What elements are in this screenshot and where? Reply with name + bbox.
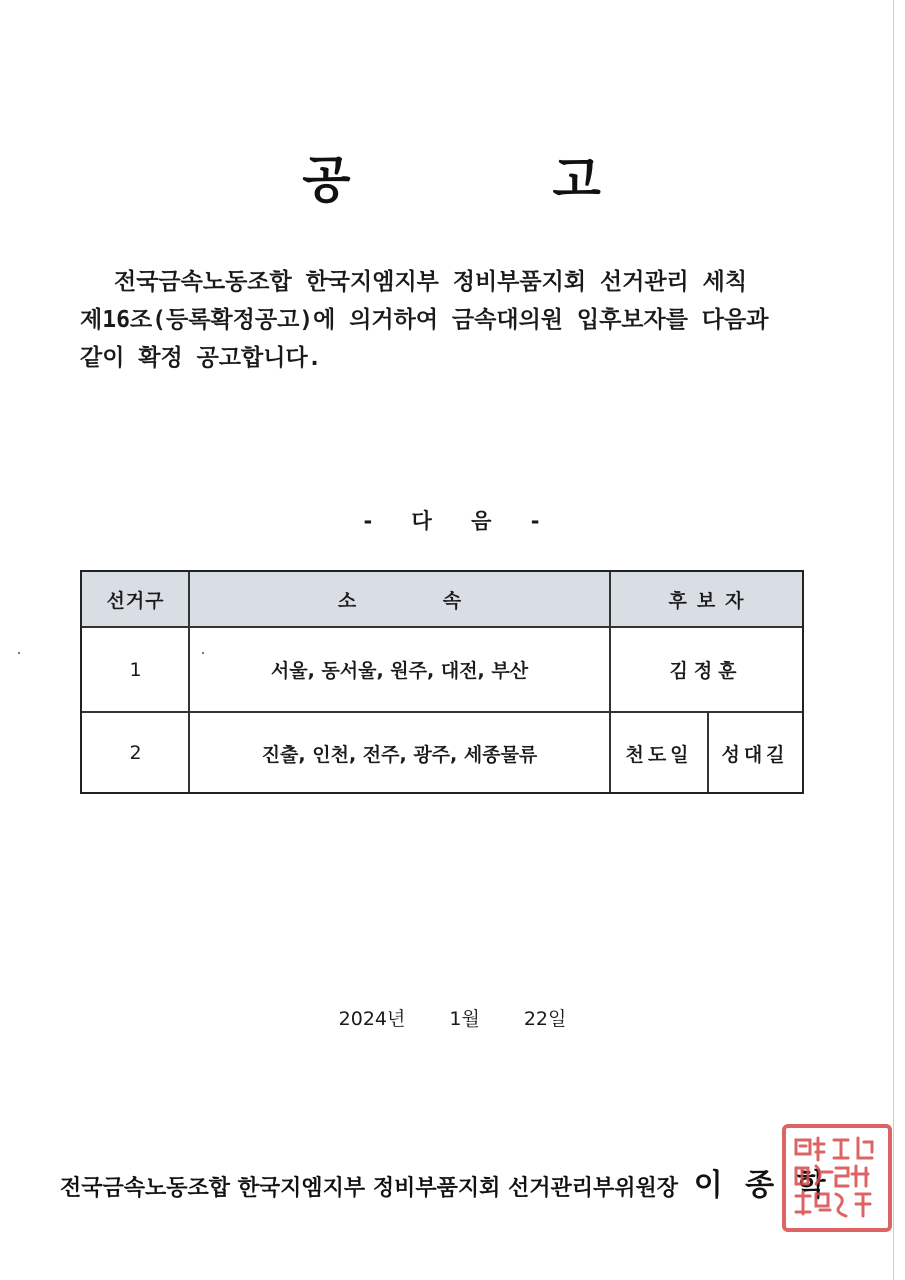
row-2-affiliation: 진출, 인천, 전주, 광주, 세종물류 xyxy=(261,743,538,766)
seal-pattern xyxy=(786,1128,888,1228)
header-affiliation: 소 속 xyxy=(189,572,610,627)
row-1-affiliation: 서울, 동서울, 원주, 대전, 부산 xyxy=(270,660,529,682)
official-seal-icon xyxy=(782,1124,892,1232)
row-2-candidate-1: 천도일 xyxy=(625,743,693,766)
notice-body xyxy=(80,263,840,377)
table-divider xyxy=(707,712,709,792)
table-divider xyxy=(82,711,802,713)
date-year: 2024년 xyxy=(338,1008,406,1030)
notice-date xyxy=(0,1004,905,1031)
signature-organization: 전국금속노동조합 한국지엠지부 정비부품지회 선거관리부위원장 xyxy=(60,1176,679,1201)
body-line-2: 제16조(등록확정공고)에 의거하여 금속대의원 입후보자를 다음과 xyxy=(80,307,769,333)
next-heading: - 다 음 - xyxy=(363,509,542,533)
scan-speck xyxy=(202,652,204,654)
candidate-table xyxy=(80,570,804,794)
scan-speck xyxy=(18,652,20,654)
body-line-3: 같이 확정 공고합니다. xyxy=(80,345,322,371)
header-district: 선거구 xyxy=(82,572,189,627)
date-day: 22일 xyxy=(523,1008,567,1030)
header-candidate: 후보자 xyxy=(610,572,802,627)
title-char-2: 고 xyxy=(552,151,603,209)
signature-name: 이 종 학 xyxy=(693,1168,832,1203)
row-2-district: 2 xyxy=(129,742,142,764)
date-month: 1월 xyxy=(449,1008,480,1030)
signature-line xyxy=(60,1160,832,1204)
row-2-candidate-2: 성대길 xyxy=(721,743,789,766)
body-line-1: 전국금속노동조합 한국지엠지부 정비부품지회 선거관리 세칙 xyxy=(114,269,748,295)
title-char-1: 공 xyxy=(302,151,353,209)
table-divider xyxy=(609,572,611,792)
page-title xyxy=(0,140,905,212)
row-1-candidate: 김정훈 xyxy=(669,660,743,682)
table-divider xyxy=(82,626,802,628)
row-1-district: 1 xyxy=(129,658,142,681)
table-divider xyxy=(188,572,190,792)
